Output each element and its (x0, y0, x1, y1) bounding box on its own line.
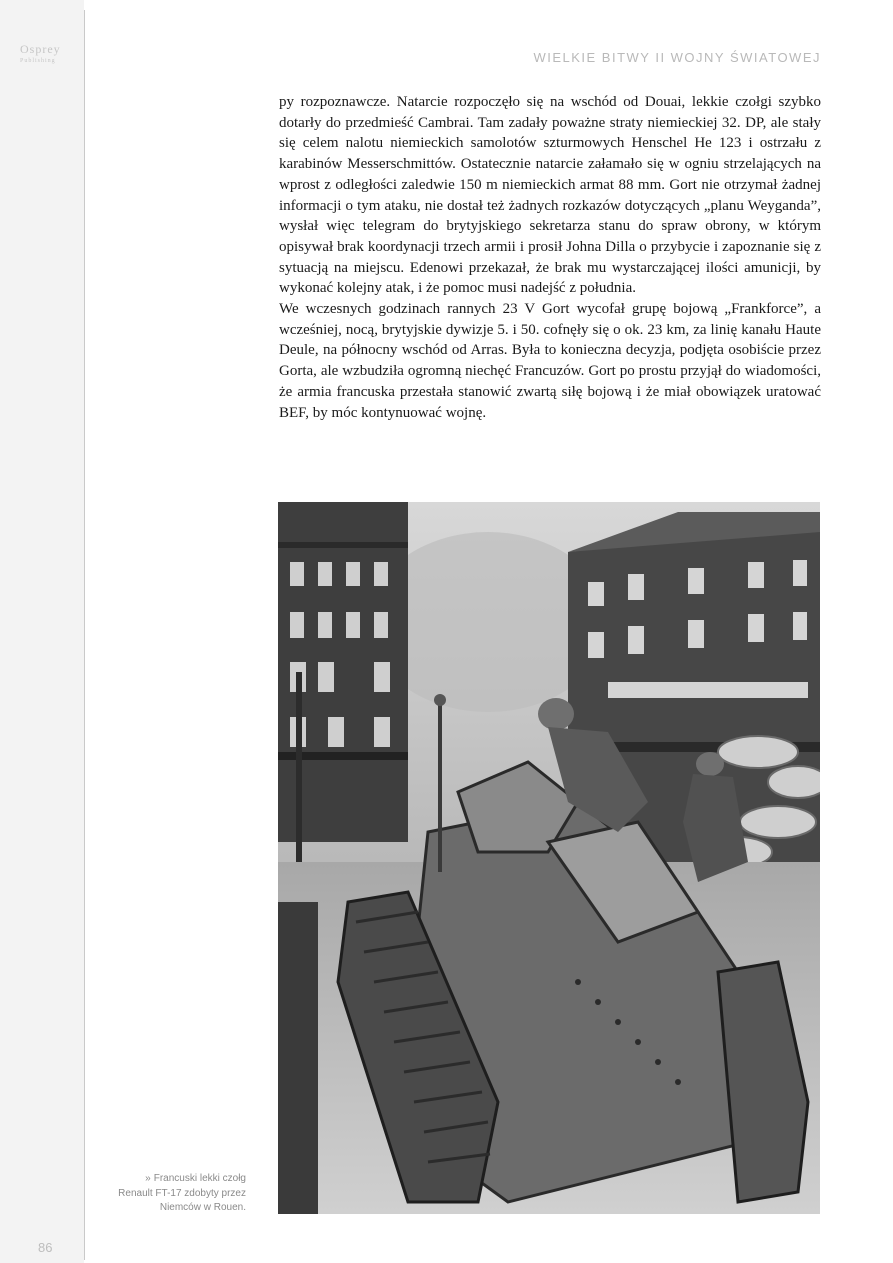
running-head: WIELKIE BITWY II WOJNY ŚWIATOWEJ (533, 50, 821, 65)
margin-strip (0, 0, 84, 1263)
body-text (279, 92, 821, 423)
caption-bullet: » (145, 1173, 151, 1184)
caption-line-2: Renault FT-17 zdobyty przez (118, 1187, 246, 1199)
publisher-logo (20, 42, 90, 64)
publisher-subline: Publishing (20, 58, 56, 64)
paragraph-2: We wczesnych godzinach rannych 23 V Gort wycofał grupę bojową „Frankforce”, a wcześniej, nocą, brytyjskie dywizje 5. i 50. cofnęły się o ok. 23 km, za linię kanału Haute Deule, na północny wschód od Arras. Była to konieczna decyzja, podjęta osobiście przez Gorta, ale wzbudziła ogromną niechęć Francuzów. Gort po prostu przyjął do wiadomości, że armia francuska przestała stanowić zwartą siłę bojową i że miał obowiązek uratować BEF, by móc kontynuować wojnę. (279, 301, 821, 421)
spine-divider (84, 10, 85, 1260)
photo-tank-street (278, 502, 820, 1214)
photo-illustration (278, 502, 820, 1214)
caption-line-1 (88, 1172, 246, 1187)
caption-line-3: Niemców w Rouen. (159, 1202, 246, 1213)
publisher-name: Osprey (20, 42, 61, 56)
page-number: 86 (38, 1240, 53, 1255)
caption-text-1: Francuski lekki czołg (153, 1173, 246, 1184)
paragraph-1: py rozpoznawcze. Natarcie rozpoczęło się na wschód od Douai, lekkie czołgi szybko dotarły do przedmieść Cambrai. Tam zadały poważne straty niemieckiej 32. DP, ale stały się celem nalotu niemieckich samolotów szturmowych Henschel He 123 i ostrzału z karabinów Messerschmittów. Ostatecznie natarcie załamało się w ogniu strzelających na wprost z odległości zaledwie 150 m niemieckich armat 88 mm. Gort nie otrzymał żadnej informacji o tym ataku, nie dostał też żadnych rozkazów dotyczących „planu Weyganda”, wysłał więc telegram do brytyjskiego sekretarza stanu do spraw obrony, w którym opisywał brak koordynacji trzech armii i prosił Johna Dilla o przybycie i zapoznanie się z sytuacją na miejscu. Edenowi przekazał, że brak mu wystarczającej ilości amunicji, by wykonać kolejny atak, i że pomoc musi nadejść z południa. (279, 94, 821, 297)
photo-caption (88, 1172, 246, 1216)
